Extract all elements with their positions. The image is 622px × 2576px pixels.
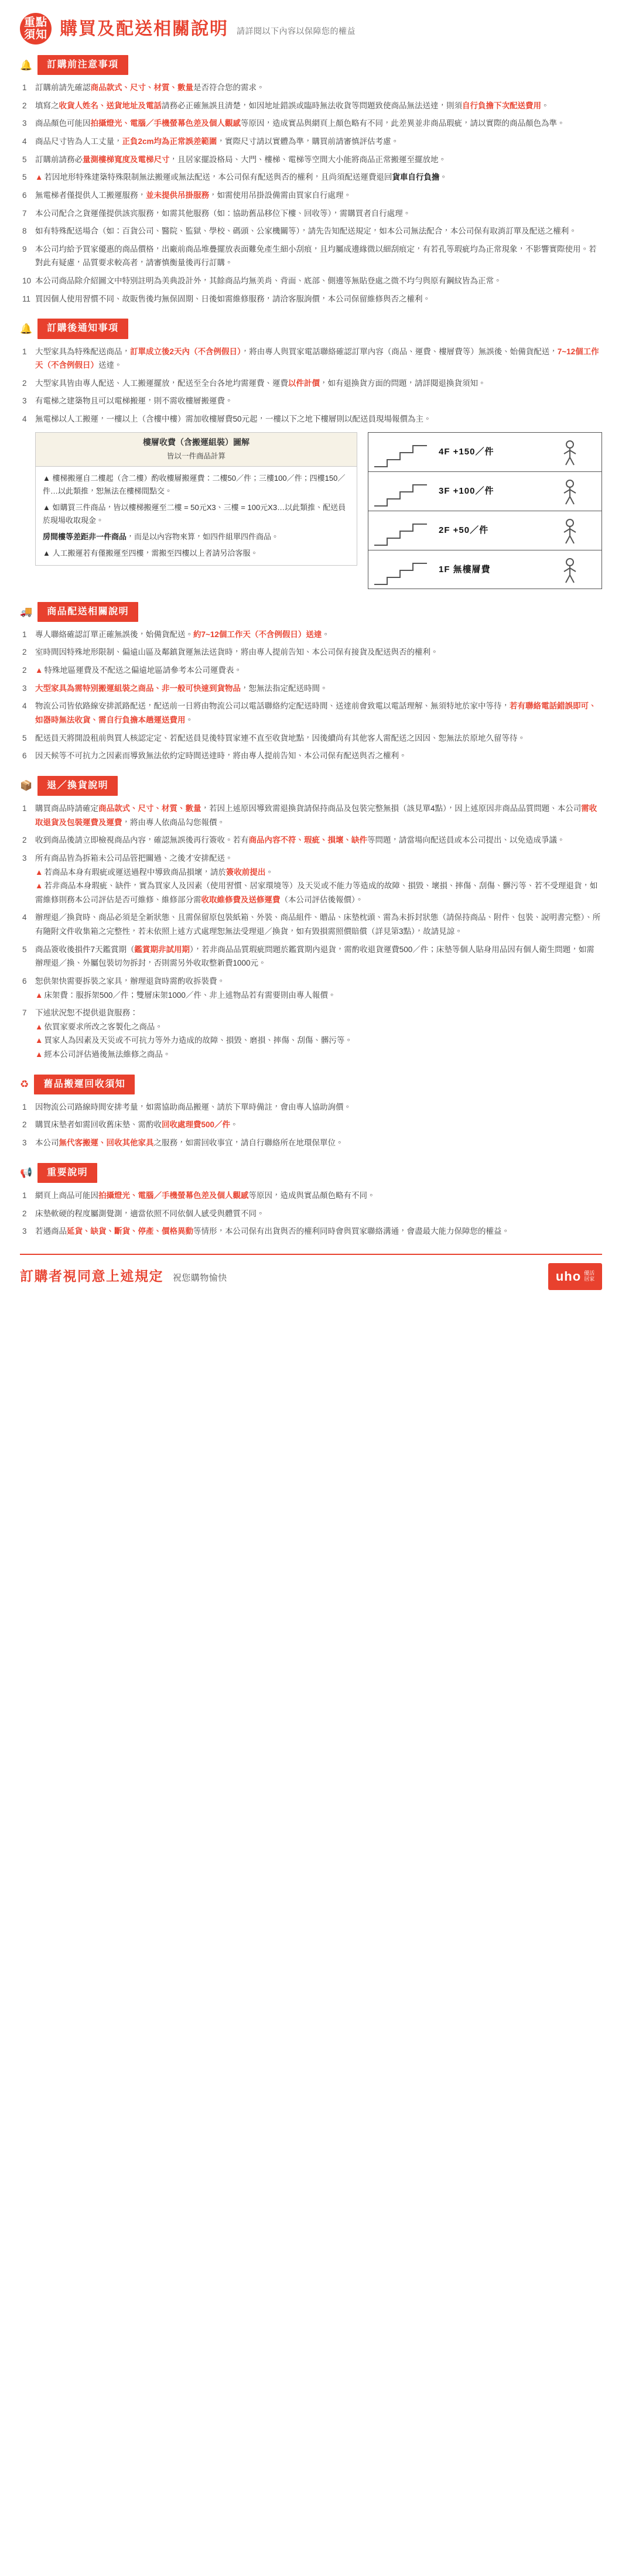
section-recycle bbox=[20, 1075, 602, 1150]
list-before-order bbox=[20, 81, 602, 306]
stairs-icon bbox=[373, 555, 429, 586]
list-item: 辦理退／換貨時、商品必須是全新狀態、且需保留原包裝紙箱、外裝、商品組件、贈品、床墊枕頭、需為未拆封狀態（請保持商品、附件、包裝、說明書完整）、所有隨附文件收集箱之完整性，若未依照上述方式處理恕無法受理退／換貨，如有毀損需照價賠償（詳見第3點），故請見諒。 bbox=[35, 913, 601, 936]
list-item: 購買商品時請確定商品款式、尺寸、材質、數量，若因上述原因導致需退換貨請保持商品及包裝完整無損（該見單4點），因上述原因非商品品質問題、本公司需收取退貨及包裝運費及運費，將由專人依商品勾您報價。 bbox=[35, 804, 597, 827]
page-subtitle: 請詳閱以下內容以保障您的權益 bbox=[237, 26, 356, 36]
floor-row-1f bbox=[368, 550, 602, 590]
section-title: 訂購前注意事項 bbox=[37, 55, 128, 75]
list-item: 購買床墊者如需回收舊床墊、需酌收回收處理費500／件。 bbox=[35, 1120, 238, 1130]
floor-fee-note: ▲ 樓梯搬運自二樓起（含二樓）酌收樓層搬運費：二樓50／件；三樓100／件；四樓150／件…以此類推，恕無法在樓梯間點交。 bbox=[43, 474, 346, 495]
section-title: 舊品搬運回收須知 bbox=[34, 1075, 135, 1094]
floor-label-4f: 4F +150／件 bbox=[439, 446, 494, 457]
floor-label-1f: 1F 無樓層費 bbox=[439, 565, 491, 575]
logo-sub-text bbox=[584, 1271, 594, 1282]
recycle-icon: ♻ bbox=[20, 1079, 29, 1090]
floor-fee-note: 房間樓等差距非一件商品，而是以內容物來算，如四件組單四件商品。 bbox=[43, 532, 279, 541]
section-delivery bbox=[20, 602, 602, 763]
list-recycle bbox=[20, 1100, 602, 1150]
floor-label-3f: 3F +100／件 bbox=[439, 485, 494, 496]
bell-icon: 🔔 bbox=[20, 323, 33, 334]
logo-sub-line2: 居家 bbox=[584, 1275, 595, 1282]
footer-agreement-text bbox=[20, 1265, 227, 1288]
truck-icon: 🚚 bbox=[20, 606, 33, 618]
badge-line-1: 重點 bbox=[23, 16, 47, 29]
list-item: 商品尺寸皆為人工丈量，正負2cm均為正常誤差範圍，實際尺寸請以實體為準，購買前請審慎評估考慮。 bbox=[35, 137, 399, 146]
list-after-order bbox=[20, 345, 602, 426]
floor-row-3f bbox=[368, 472, 602, 511]
list-item: 所有商品皆為拆箱未公司品管把關過、之後才安排配送。 ▲ 若商品本身有瑕疵或運送過程中導致商品損壞，請於簽收前提出。 ▲ 若非商品本身瑕疵、缺件，實為買家人及因素（使用習慣、居家環境等）及天災或不能力等造成的故障、損毀、壞損、摔傷、刮傷、髒污等、若不受理退貨，如需維修則務本公司評估是否可維修、維修部分需收取維修費及送修運費（本公司評估後報價）。 bbox=[35, 853, 598, 904]
list-item: 配送員天將開設租前與買人核認定定、若配送員見後特買家連不直至收貨地點，因後續尚有其他客人需配送之因因、恕無法於原地久留等待。 bbox=[35, 733, 525, 743]
document-footer bbox=[20, 1254, 602, 1290]
list-item: 床墊軟硬的程度屬測覺測，適當依照不同依個人感受與體質不同。 bbox=[35, 1209, 265, 1218]
list-item-sub: ▲ 若因地形特殊建築特殊限制無法搬運或無法配送，本公司保有配送與否的權利，且尚須配送運費退回貨車自行負擔。 bbox=[35, 173, 447, 182]
list-item: 本公司配合之貨運僅提供該宾服務，如需其他服務（如：協助舊品移位下樓、回收等），需購買者自行處理。 bbox=[35, 208, 411, 218]
list-item: 因天候等不可抗力之因素而導致無法依約定時間送達時，將由專人提前告知、本公司保有配送與否之權利。 bbox=[35, 751, 407, 761]
person-icon bbox=[558, 557, 582, 583]
important-badge bbox=[20, 13, 52, 45]
floor-fee-subtitle-text: 皆以一件商品計算 bbox=[166, 452, 225, 461]
list-item: 物流公司皆依路線安排派路配送，配送前一日將由物流公司以電話聯絡約定配送時間、送達前會致電以電話理解、無須特地於家中等待，若有聯絡電話錯誤即可、如器時無法收貨、需自行負擔本趟運送費用。 bbox=[35, 702, 597, 724]
footer-main-text: 訂購者視同意上述規定 bbox=[20, 1268, 163, 1284]
floor-fee-diagram bbox=[35, 432, 602, 589]
section-title: 商品配送相關說明 bbox=[37, 602, 138, 622]
brand-logo bbox=[548, 1263, 602, 1290]
floor-fee-building-illustration bbox=[368, 432, 602, 589]
list-delivery bbox=[20, 628, 602, 763]
section-heading bbox=[20, 1163, 602, 1183]
floor-row-2f bbox=[368, 511, 602, 550]
person-icon bbox=[558, 479, 582, 505]
person-icon bbox=[558, 518, 582, 544]
section-heading bbox=[20, 776, 602, 796]
floor-fee-notes bbox=[36, 467, 357, 565]
bell-icon: 🔔 bbox=[20, 59, 33, 71]
list-item: 本公司商品除介紹圖文中特別註明為美典設計外，其餘商品均無美肖、背面、底部、側邊等無貼登處之微不均勻與原有鋼紋皆為正常。 bbox=[35, 276, 502, 286]
list-item: 本公司無代客搬運、回收其他家具之服務，如需回收事宜，請自行聯絡所在地環保單位。 bbox=[35, 1138, 344, 1148]
floor-fee-note: ▲ 人工搬運若有僅搬運至四樓，需搬至四樓以上者請另洽客服。 bbox=[43, 549, 258, 558]
box-icon: 📦 bbox=[20, 780, 33, 792]
list-item: 無電梯者僅提供人工搬運服務，並未提供吊掛服務，如需使用吊掛設備需由買家自行處理。 bbox=[35, 190, 351, 200]
list-item: 大型家具為需特別搬運組裝之商品、非一般可快速到貨物品，恕無法指定配送時間。 bbox=[35, 683, 328, 693]
footer-small-text: 祝您購物愉快 bbox=[172, 1273, 227, 1284]
list-returns bbox=[20, 802, 602, 1062]
section-heading bbox=[20, 1075, 602, 1094]
list-item: 室時間因特殊地形限制、偏遠山區及鄰鎮貨運無法送貨時，將由專人提前告知、本公司保有接貨及配送與否的權利。 bbox=[35, 648, 439, 657]
list-item: 專人聯絡確認訂單正確無誤後，始備貨配送。約7~12個工作天（不含例假日）送達。 bbox=[35, 630, 330, 639]
floor-fee-title-text: 樓層收費（含搬運組裝）圖解 bbox=[143, 437, 250, 447]
section-heading bbox=[20, 55, 602, 75]
section-returns bbox=[20, 776, 602, 1062]
page-title: 購買及配送相關說明 bbox=[60, 19, 228, 39]
list-item: 訂購前請先確認商品款式、尺寸、材質、數量是否符合您的需求。 bbox=[35, 83, 265, 93]
list-item: 本公司均給予買家優惠的商品價格，出廠前商品堆疊擺放表面難免產生細小刮痕，且均屬成邊緣微以細刮痕定，有若孔等瑕疵均為正常現象，不影響實際使用。若對此有疑慮，品質要求較高者，請審慎衡量後再行訂購。 bbox=[35, 244, 597, 268]
person-icon bbox=[558, 440, 582, 466]
stairs-icon bbox=[373, 437, 429, 468]
section-after-order bbox=[20, 319, 602, 589]
list-item: 大型家具為特殊配送商品，訂單成立後2天內（不含例假日），將由專人與買家電話聯絡確認訂單內容（商品、運費、樓層費等）無誤後、始備貨配送，7~12個工作天（不含例假日）送達。 bbox=[35, 347, 599, 370]
list-final-notes bbox=[20, 1189, 602, 1239]
floor-fee-notes-panel bbox=[35, 432, 357, 566]
floor-row-4f bbox=[368, 433, 602, 472]
list-item-sub: ▲ 特殊地區運費及不配送之偏遠地區請參考本公司運費表。 bbox=[35, 666, 242, 675]
list-item: 商品簽收後損件7天鑑賞期（鑑賞期非試用期），若非商品品質瑕疵問題於鑑賞期內退貨，需酌收退貨運費500／件；床墊等個人貼身用品因有個人衛生問題，如需辦理退／換、外屬包裝切勿拆封，否則需另外收取整新費1000元。 bbox=[35, 945, 594, 968]
logo-main-text: uho bbox=[555, 1269, 582, 1284]
floor-fee-panel-title bbox=[36, 433, 357, 467]
list-item: 網頁上商品可能因拍攝燈光、電腦／手機螢幕色差及個人觀感等原因，造成與實品顏色略有不同。 bbox=[35, 1190, 375, 1200]
section-before-order bbox=[20, 55, 602, 306]
section-title: 重要說明 bbox=[37, 1163, 97, 1183]
stairs-icon bbox=[373, 516, 429, 546]
badge-line-2: 須知 bbox=[23, 29, 47, 41]
section-title: 訂購後通知事項 bbox=[37, 319, 128, 338]
megaphone-icon: 📢 bbox=[20, 1167, 33, 1179]
list-item: 買因個人使用習慣不同、故販售後均無保固期、日後如需維修服務，請洽客服詢價，本公司保留維修與否之權利。 bbox=[35, 294, 430, 303]
section-final-notes bbox=[20, 1163, 602, 1239]
list-item: 若遇商品延貨、缺貨、斷貨、停產、價格異動等情形，本公司保有出貨與否的權利同時會與買家聯絡溝通，會盡最大能力保障您的權益。 bbox=[35, 1227, 510, 1236]
section-title: 退／換貨說明 bbox=[37, 776, 118, 796]
floor-label-2f: 2F +50／件 bbox=[439, 525, 489, 535]
list-item: 訂購前請務必量測樓梯寬度及電梯尺寸，且居家擺設格局、大門、樓梯、電梯等空間大小能將商品正常搬運至擺放地。 bbox=[35, 155, 446, 164]
list-item: 無電梯以人工搬運，一樓以上（含樓中樓）需加收樓層費50元起，一樓以下之地下樓層則以配送員現場報價為主。 bbox=[35, 415, 432, 423]
section-heading bbox=[20, 602, 602, 622]
list-item: 如有特殊配送場合（如：百貨公司、醫院、監獄、學校、碼頭、公家機關等），請先告知配送規定，如本公司無法配合，本公司保有取消訂單及配送之權利。 bbox=[35, 227, 577, 236]
list-item: 填寫之收貨人姓名、送貨地址及電話請務必正確無誤且清楚，如因地址錯誤或臨時無法收貨等問題致使商品無法送達，則須自行負擔下次配送費用。 bbox=[35, 101, 549, 110]
list-item: 下述狀況恕不提供退貨服務： ▲ 依買家要求所改之客製化之商品。 ▲ 買家人為因素及天災或不可抗力等外力造成的故障、損毀、磨損、摔傷、刮傷、髒污等。 ▲ 經本公司評估過後無法維修之商品。 bbox=[35, 1008, 353, 1059]
list-item: 大型家具皆由專人配送、人工搬運擺放，配送至全台各地均需運費、運費以件計價，如有退換貨方面的問題，請詳閱退換貨須知。 bbox=[35, 378, 486, 388]
stairs-icon bbox=[373, 477, 429, 507]
list-item: 因物流公司路線時間安排考量，如需協助商品搬運、請於下單時備註，會由專人協助詢價。 bbox=[35, 1102, 351, 1111]
list-item: 恕供架快需要拆裝之家具，辦理退貨時需酌收拆裝費。 ▲ 床架費：服拆架500／件；雙層床架1000／件、非上述物品若有需要則由專人報價。 bbox=[35, 976, 336, 1000]
logo-sub-line1: 優活 bbox=[584, 1270, 595, 1276]
document-header bbox=[20, 13, 602, 45]
floor-fee-note: ▲ 如購買三件商品，皆以樓梯搬運至二樓 = 50元X3、三樓 = 100元X3…以此類推、配送員於現場收取現金。 bbox=[43, 503, 346, 525]
list-item: 收到商品後請立即檢視商品內容，確認無誤後再行簽收。若有商品內容不符、瑕疵、損壞、缺件等問題，請當場向配送員或本公司提出、以免造成爭議。 bbox=[35, 836, 565, 845]
list-item: 商品顏色可能因拍攝燈光、電腦／手機螢幕色差及個人觀感等原因，造成實品與網頁上顏色略有不同，此差異並非商品瑕疵，請以實際的商品顏色為準。 bbox=[35, 119, 565, 128]
section-heading bbox=[20, 319, 602, 338]
list-item: 有電梯之建築物且可以電梯搬運，則不需收樓層搬運費。 bbox=[35, 396, 233, 406]
